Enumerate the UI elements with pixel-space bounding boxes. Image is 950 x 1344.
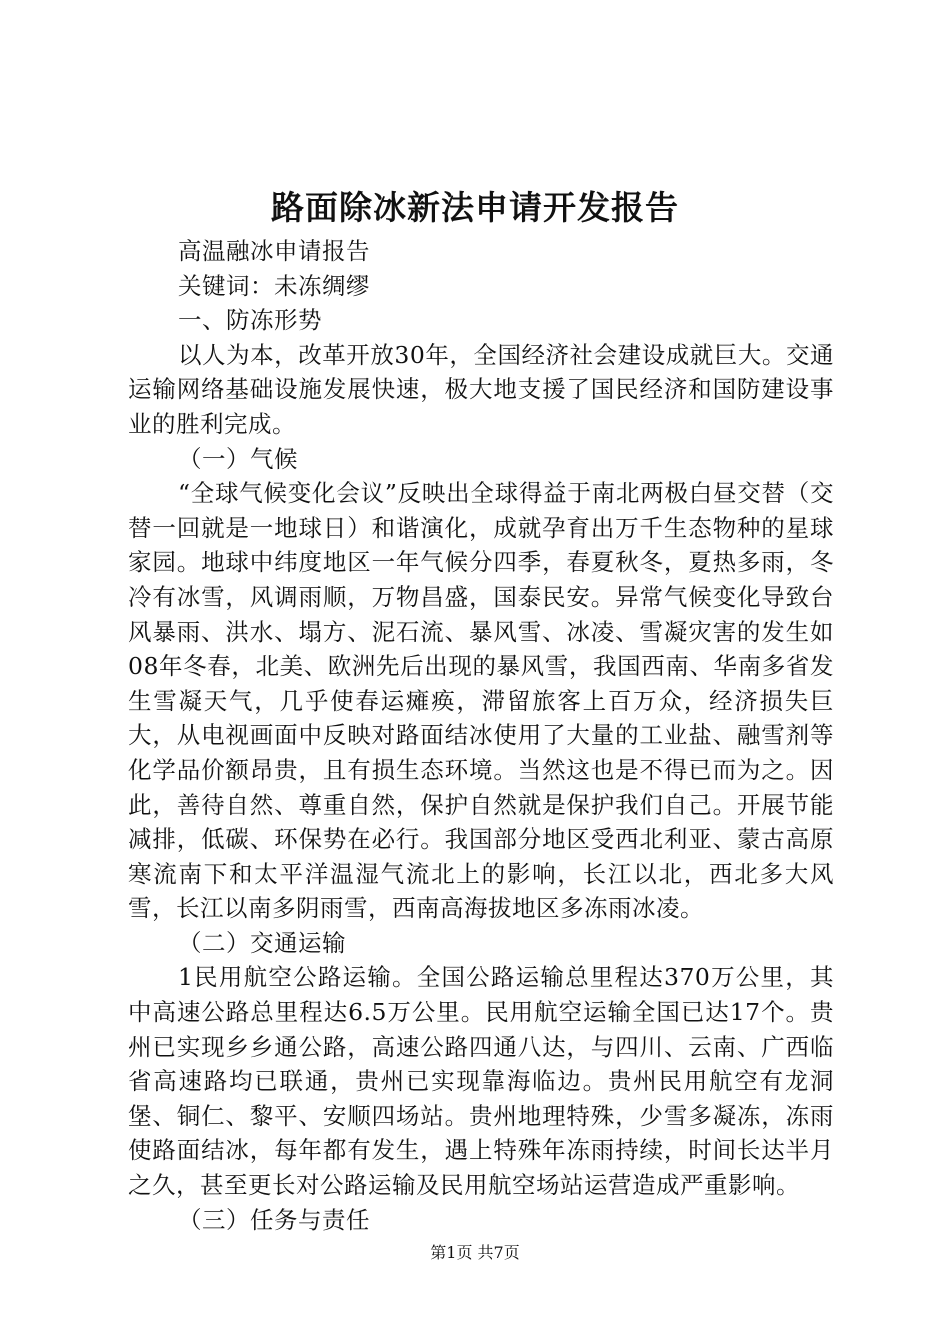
paragraph-subtitle: 高温融冰申请报告 bbox=[178, 237, 370, 265]
subsection-heading: （二）交通运输 bbox=[178, 928, 346, 957]
section-heading: 一、防冻形势 bbox=[178, 306, 322, 335]
subsection-heading: （一）气候 bbox=[178, 444, 298, 473]
paragraph: 1民用航空公路运输。全国公路运输总里程达370万公里，其中高速公路总里程达6.5万公里。民用航空运输全国已达17个。贵州已实现乡乡通公路，高速公路四通八达，与四川、云南、广西临省高速路均已联通，贵州已实现靠海临边。贵州民用航空有龙洞堡、铜仁、黎平、安顺四场站。贵州地理特殊，少雪多凝冻，冻雨使路面结冰，每年都有发生，遇上特殊年冻雨持续，时间长达半月之久，甚至更长对公路运输及民用航空场站运营造成严重影响。 bbox=[128, 963, 834, 1200]
document-title: 路面除冰新法申请开发报告 bbox=[271, 188, 679, 227]
paragraph-keywords: 关键词：未冻绸缪 bbox=[178, 271, 370, 300]
paragraph: 以人为本，改革开放30年，全国经济社会建设成就巨大。交通运输网络基础设施发展快速，极大地支援了国民经济和国防建设事业的胜利完成。 bbox=[128, 340, 834, 438]
document-body bbox=[128, 234, 834, 1237]
subsection-heading: （三）任务与责任 bbox=[178, 1205, 370, 1234]
page-footer: 第1页 共7页 bbox=[430, 1243, 520, 1262]
paragraph: “全球气候变化会议”反映出全球得益于南北两极白昼交替（交替一回就是一地球日）和谐演化，成就孕育出万千生态物种的星球家园。地球中纬度地区一年气候分四季，春夏秋冬，夏热多雨，冬冷有冰雪，风调雨顺，万物昌盛，国泰民安。异常气候变化导致台风暴雨、洪水、塌方、泥石流、暴风雪、冰凌、雪凝灾害的发生如08年冬春，北美、欧洲先后出现的暴风雪，我国西南、华南多省发生雪凝天气，几乎使春运瘫痪，滞留旅客上百万众，经济损失巨大，从电视画面中反映对路面结冰使用了大量的工业盐、融雪剂等化学品价额昂贵，且有损生态环境。当然这也是不得已而为之。因此，善待自然、尊重自然，保护自然就是保护我们自己。开展节能减排，低碳、环保势在必行。我国部分地区受西北利亚、蒙古高原寒流南下和太平洋温湿气流北上的影响，长江以北，西北多大风雪，长江以南多阴雨雪，西南高海拔地区多冻雨冰凌。 bbox=[128, 479, 834, 923]
